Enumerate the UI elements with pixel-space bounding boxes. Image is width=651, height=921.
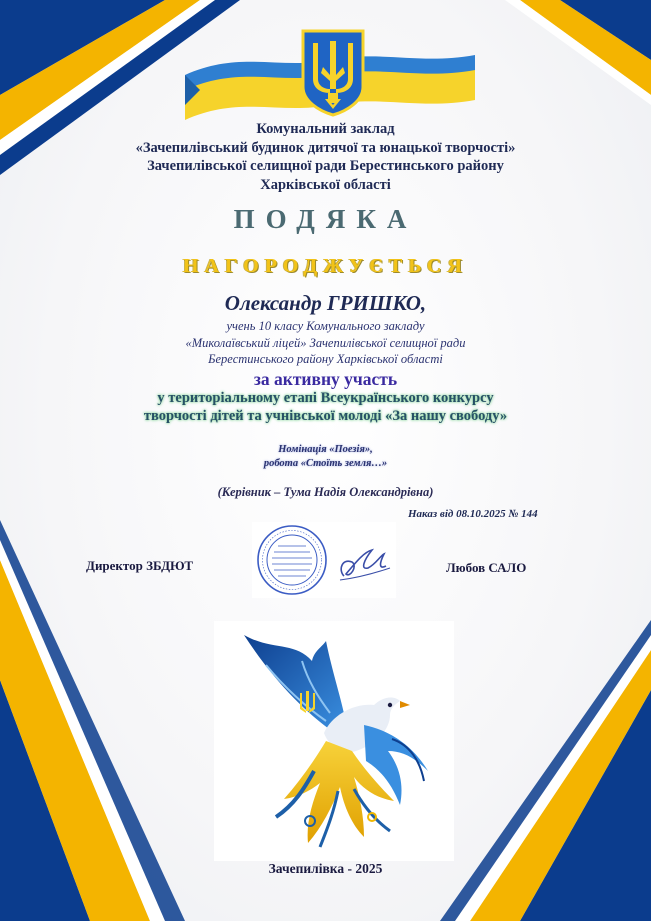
header-line-4: Харківської області (260, 176, 391, 193)
competition-line-2: творчості дітей та учнівської молоді «За нашу свободу» (143, 408, 508, 424)
dove-icon (214, 621, 454, 861)
recipient-details (0, 318, 651, 368)
recipient-line-2: «Миколаївський ліцей» Зачепилівської селищної ради (185, 335, 466, 350)
header-line-1: Комунальний заклад (256, 121, 395, 137)
dove-illustration (214, 621, 454, 861)
director-position: Директор ЗБДЮТ (86, 558, 194, 573)
stamp-signature-area (252, 522, 396, 598)
institution-header (0, 120, 651, 194)
nomination-line-2: робота «Стоїть земля…» (263, 457, 388, 469)
handwritten-signature (252, 522, 396, 598)
reason-heading: за активну участь (253, 369, 398, 389)
header-line-2: «Зачепилівський будинок дитячої та юнацької творчості» (135, 139, 516, 156)
competition-line-1: у територіальному етапі Всеукраїнського конкурсу (157, 390, 494, 406)
header-line-3: Зачепилівської селищної ради Берестинського району (147, 158, 504, 174)
tryzub-icon (301, 29, 365, 117)
director-name: Любов САЛО (446, 560, 527, 575)
certificate-title: ПОДЯКА (233, 204, 418, 234)
competition-text (0, 389, 651, 425)
recipient-name: Олександр ГРИШКО, (224, 291, 427, 315)
supervisor-text: (Керівник – Тума Надія Олександрівна) (217, 485, 434, 499)
nomination-line-1: Номінація «Поезія», (278, 444, 373, 455)
footer-place-year: Зачепилівка - 2025 (268, 861, 383, 876)
recipient-line-3: Берестинського району Харківської області (208, 352, 443, 366)
order-reference: Наказ від 08.10.2025 № 144 (408, 508, 538, 520)
awarded-heading: НАГОРОДЖУЄТЬСЯ (183, 255, 468, 277)
nomination-text (0, 443, 651, 470)
recipient-line-1: учень 10 класу Комунального закладу (226, 319, 425, 333)
